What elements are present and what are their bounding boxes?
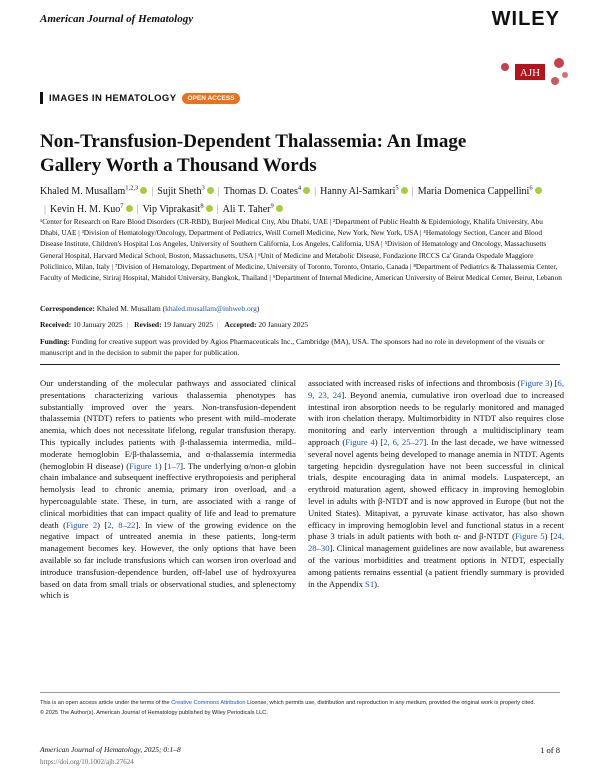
orcid-icon[interactable] <box>535 187 542 194</box>
page-number: 1 of 8 <box>540 745 560 755</box>
body-text: ]. In view of the growing evidence on the negative impact of untreated anemia in these patients, long-term management becomes key. However, the only options that have been available so far include transfusions which can worsen iron overload and introduce transfusion-dependence burden, off-label use of hydroxyurea based on data from small trials or observational studies, and splenectomy which is <box>40 519 297 601</box>
author-name: Maria Domenica Cappellini <box>417 186 530 198</box>
author-separator: | <box>136 203 139 215</box>
body-text: ]. Clinical management guidelines are now available, but awareness of the various morbidities and treatment options in NTDT, especially among patients remains essential (a patient friendly summary is provided in the Appendix <box>308 543 564 589</box>
section-label: IMAGES IN HEMATOLOGY <box>49 92 177 104</box>
orcid-icon[interactable] <box>401 187 408 194</box>
author-separator: | <box>151 186 154 198</box>
journal-name: American Journal of Hematology <box>40 13 194 25</box>
body-column-right <box>308 378 564 590</box>
author-list <box>40 182 570 217</box>
citation-link[interactable]: Figure 2 <box>65 519 98 530</box>
citation-link[interactable]: 24, 28–30 <box>308 531 564 554</box>
logo-text: AJH <box>519 67 541 79</box>
citation-link[interactable]: Figure 4 <box>345 436 375 447</box>
header-rule <box>40 364 560 365</box>
author-separator: | <box>216 203 219 215</box>
body-text: Our understanding of the molecular pathways and associated clinical presentations characterizing various thalassemia phenotypes has substantially improved over the years. Non-transfusion-dependent thalassemia (NTDT) refers to patients who present with mild–moderate anemia, which does not necessitate lifelong, regular transfusion therapy. This typically includes patients with β-thalassemia intermedia, mild–moderate hemoglobin E/β-thalassemia, and α-thalassemia intermedia (hemoglobin H disease) ( <box>40 378 296 471</box>
section-header <box>40 92 240 104</box>
author-name: Hanny Al-Samkari <box>320 186 396 198</box>
section-bar <box>40 92 43 104</box>
footer-rule <box>40 692 560 693</box>
author-affiliation-number: 6 <box>529 185 533 192</box>
license-pre: This is an open access article under the terms of the <box>40 700 172 706</box>
author-separator: | <box>217 186 220 198</box>
accepted-label: Accepted: <box>224 320 257 329</box>
license-note <box>40 698 562 718</box>
body-text: ) [ <box>158 460 168 471</box>
revised-label: Revised: <box>134 320 162 329</box>
author-name: Thomas D. Coates <box>223 186 298 198</box>
author-name: Khaled M. Musallam <box>40 186 126 198</box>
body-text: ). <box>374 578 380 589</box>
citation-link[interactable]: Figure 3 <box>520 378 550 388</box>
affiliations: ¹Center for Research on Rare Blood Disorders (CR-RBD), Burjeel Medical City, Abu Dhabi, UAE | ²Department of Public Health & Epidemiology, Khalifa University, Abu Dhabi, UAE | ³Division of Hematology/Oncology, Department of Pediatrics, Weill Cornell Medicine, New York, New York, USA | ⁴Hematology Section, Cancer and Blood Disease Institute, Children's Hospital Los Angeles, University of Southern California, Los Angeles, California, USA | ⁵Division of Hematology and Oncology, Massachusetts General Hospital, Harvard Medical School, Boston, Massachusetts, USA | ⁶Unit of Medicine and Metabolic Disease, Fondazione IRCCS Ca' Granda Ospedale Maggiore Policlinico, Milan, Italy | ⁷Division of Hematology, Department of Medicine, University of Toronto, Toronto, Ontario, Canada | ⁸Department of Pediatrics & Thalassemia Center, Faculty of Medicine, Siriraj Hospital, Mahidol University, Bangkok, Thailand | ⁹Department of Internal Medicine, American University of Beirut Medical Center, Beirut, Lebanon <box>40 217 562 283</box>
author-affiliation-number: 1,2,3 <box>125 185 139 192</box>
author-name: Ali T. Taher <box>222 203 271 215</box>
article-title: Non-Transfusion-Dependent Thalassemia: An Image Gallery Worth a Thousand Words <box>40 131 467 176</box>
author[interactable] <box>40 186 147 197</box>
author-separator: | <box>411 186 414 198</box>
license-post: License, which permits use, distribution and reproduction in any medium, provided the original work is properly cited. <box>245 700 535 706</box>
correspondence-email[interactable]: khaled.musallam@inhweb.org <box>165 304 257 313</box>
author-name: Vip Viprakasit <box>142 203 201 215</box>
body-text: ) [ <box>97 519 108 530</box>
correspondence: Correspondence: Khaled M. Musallam (khaled.musallam@inhweb.org) <box>40 304 260 313</box>
citation-link[interactable]: Figure 1 <box>129 460 159 471</box>
open-access-badge[interactable]: OPEN ACCESS <box>182 93 239 104</box>
orcid-icon[interactable] <box>206 205 213 212</box>
body-text: ) [ <box>549 378 558 388</box>
correspondence-name: Khaled M. Musallam <box>96 304 161 313</box>
citation-link[interactable]: 6, 9, 23, 24 <box>308 378 564 400</box>
orcid-icon[interactable] <box>276 205 283 212</box>
citation-link[interactable]: 2, 6, 25–27 <box>383 436 424 447</box>
body-text: ) [ <box>374 436 384 447</box>
publisher-logo: WILEY <box>491 8 560 30</box>
citation-link[interactable]: Figure 5 <box>514 531 545 542</box>
author-affiliation-number: 7 <box>120 202 124 210</box>
author-affiliation-number: 9 <box>270 202 274 210</box>
ajh-logo <box>497 57 569 87</box>
funding-statement <box>40 336 562 358</box>
accepted-date: 20 January 2025 <box>258 320 308 329</box>
citation-link[interactable]: 1–7 <box>167 460 181 471</box>
doi-link[interactable]: https://doi.org/10.1002/ajh.27624 <box>40 758 134 766</box>
citation-link[interactable]: 2, 8–22 <box>107 519 136 530</box>
body-text: ) [ <box>544 531 554 542</box>
author-affiliation-number: 8 <box>200 202 204 210</box>
author[interactable] <box>320 186 408 197</box>
received-date: 10 January 2025 <box>73 320 123 329</box>
author-name: Sujit Sheth <box>157 186 202 198</box>
article-dates: Received: 10 January 2025 | Revised: 19 January 2025 | Accepted: 20 January 2025 <box>40 320 308 329</box>
author[interactable] <box>418 186 542 197</box>
body-text: ]. The underlying α/non-α globin chain imbalance and subsequent ineffective erythropoiesis and peripheral hemolysis lead to chronic anemia, primary iron overload, and a hypercoagulable state. These, in turn, are associated with a range of clinical morbidities that can impact quality of life and lead to premature death ( <box>40 460 297 530</box>
author[interactable] <box>223 204 283 215</box>
author[interactable] <box>143 204 213 215</box>
author-name: Kevin H. M. Kuo <box>50 203 121 215</box>
copyright: © 2025 The Author(s). American Journal of Hematology published by Wiley Periodicals LLC. <box>40 710 268 716</box>
footer-citation: American Journal of Hematology, 2025; 0:1–8 <box>40 745 181 754</box>
author-affiliation-number: 3 <box>201 185 205 192</box>
orcid-icon[interactable] <box>126 205 133 212</box>
author[interactable] <box>157 186 213 197</box>
correspondence-label: Correspondence: <box>40 304 95 313</box>
license-link[interactable]: Creative Commons Attribution <box>171 700 246 706</box>
body-column-left <box>40 378 296 602</box>
orcid-icon[interactable] <box>207 187 214 194</box>
funding-text: Funding for creative support was provided by Agios Pharmaceuticals Inc., Cambridge (MA), USA. The sponsors had no role in development of the visuals or manuscript and in the decision to submit the paper for publication. <box>40 337 545 357</box>
revised-date: 19 January 2025 <box>163 320 214 329</box>
author-separator: | <box>314 186 317 198</box>
received-label: Received: <box>40 320 72 329</box>
funding-label: Funding: <box>40 337 70 346</box>
author-affiliation-number: 5 <box>395 185 399 192</box>
author-separator: | <box>44 203 47 215</box>
body-text: ]. In the last decade, we have witnessed several novel agents being developed to manage anemia in NTDT. Agents targeting hepcidin dysregulation have not been successful in clinical trials, despite encouraging data in animal models. Luspatercept, an erythroid maturation agent, showed efficacy in improving hemoglobin level in adults with β-NTDT and is now approved in Europe (but not the United States). Mitapivat, a pyruvate kinase activator, has also shown efficacy in improving hemoglobin level and functional status in a recent phase 3 trials in adult patients with both α- and β-NTDT ( <box>308 436 565 542</box>
body-text: associated with increased risks of infections and thrombosis ( <box>308 378 521 388</box>
author-affiliation-number: 4 <box>297 185 302 192</box>
citation-link[interactable]: S1 <box>365 578 375 589</box>
author[interactable] <box>50 204 133 215</box>
author[interactable] <box>224 186 310 197</box>
body-text: ]. Beyond anemia, cumulative iron overload due to increased intestinal iron absorption needs to be regularly monitored and managed with iron chelation therapy. Multimorbidity in NTDT also requires close monitoring and early intervention through a multidisciplinary team approach ( <box>308 389 564 447</box>
